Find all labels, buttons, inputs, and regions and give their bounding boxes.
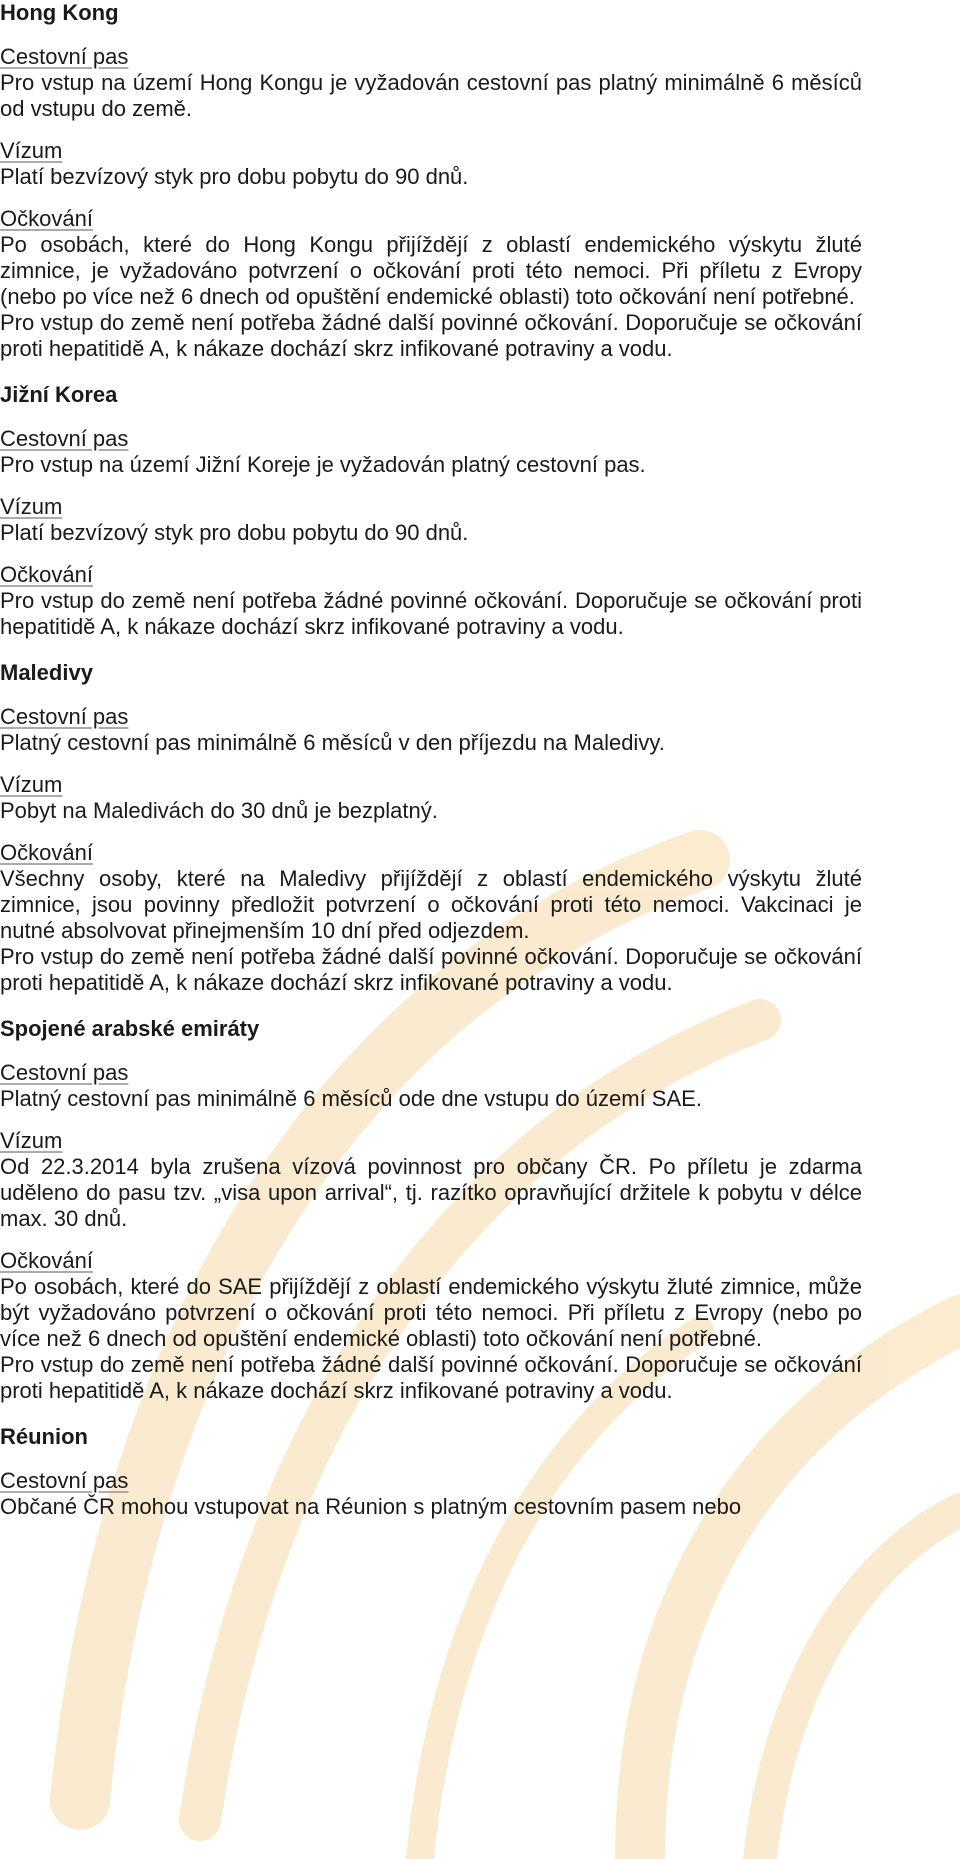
country-title: Réunion <box>0 1424 88 1449</box>
section-heading-link[interactable]: Vízum <box>0 138 63 163</box>
section-body <box>0 1086 862 1112</box>
info-section <box>0 840 862 996</box>
section-paragraph: Po osobách, které do SAE přijíždějí z oblastí endemického výskytu žluté zimnice, může být vyžadováno potvrzení o očkování proti této nemoci. Při příletu z Evropy (nebo po více než 6 dnech od opuštění endemické oblasti) toto očkování není potřebné. <box>0 1274 862 1351</box>
section-paragraph: Platí bezvízový styk pro dobu pobytu do 90 dnů. <box>0 520 469 545</box>
info-section <box>0 1060 862 1112</box>
section-heading-link[interactable]: Očkování <box>0 206 93 231</box>
section-body <box>0 866 862 996</box>
section-body <box>0 588 862 640</box>
info-section <box>0 704 862 756</box>
info-section <box>0 206 862 362</box>
info-section <box>0 772 862 824</box>
country-block <box>0 660 862 996</box>
country-title: Hong Kong <box>0 0 119 25</box>
section-body <box>0 1494 862 1520</box>
section-paragraph: Pro vstup do země není potřeba žádné další povinné očkování. Doporučuje se očkování proti hepatitidě A, k nákaze dochází skrz infikované potraviny a vodu. <box>0 1352 862 1403</box>
section-paragraph: Platný cestovní pas minimálně 6 měsíců v den příjezdu na Maledivy. <box>0 730 665 755</box>
section-heading-link[interactable]: Cestovní pas <box>0 44 129 69</box>
section-heading-link[interactable]: Vízum <box>0 1128 63 1153</box>
country-block <box>0 1424 862 1520</box>
info-section <box>0 426 862 478</box>
section-paragraph: Pro vstup na území Hong Kongu je vyžadován cestovní pas platný minimálně 6 měsíců od vstupu do země. <box>0 70 862 121</box>
section-body <box>0 520 862 546</box>
country-block <box>0 1016 862 1404</box>
section-paragraph: Od 22.3.2014 byla zrušena vízová povinnost pro občany ČR. Po příletu je zdarma uděleno do pasu tzv. „visa upon arrival“, tj. razítko opravňující držitele k pobytu v délce max. 30 dnů. <box>0 1154 862 1231</box>
section-heading-link[interactable]: Očkování <box>0 840 93 865</box>
section-heading-link[interactable]: Cestovní pas <box>0 704 129 729</box>
section-body <box>0 1154 862 1232</box>
section-heading-link[interactable]: Cestovní pas <box>0 426 129 451</box>
section-paragraph: Pro vstup do země není potřeba žádné další povinné očkování. Doporučuje se očkování proti hepatitidě A, k nákaze dochází skrz infikované potraviny a vodu. <box>0 944 862 995</box>
country-title: Jižní Korea <box>0 382 118 407</box>
section-heading-link[interactable]: Vízum <box>0 772 63 797</box>
section-body <box>0 70 862 122</box>
info-section <box>0 44 862 122</box>
country-title: Maledivy <box>0 660 93 685</box>
section-paragraph: Pro vstup na území Jižní Koreje je vyžadován platný cestovní pas. <box>0 452 646 477</box>
section-paragraph: Občané ČR mohou vstupovat na Réunion s platným cestovním pasem nebo <box>0 1494 742 1519</box>
section-paragraph: Pro vstup do země není potřeba žádné povinné očkování. Doporučuje se očkování proti hepatitidě A, k nákaze dochází skrz infikované potraviny a vodu. <box>0 588 862 639</box>
country-title: Spojené arabské emiráty <box>0 1016 260 1041</box>
info-section <box>0 138 862 190</box>
country-block <box>0 382 862 640</box>
info-section <box>0 1248 862 1404</box>
section-body <box>0 452 862 478</box>
section-paragraph: Pro vstup do země není potřeba žádné další povinné očkování. Doporučuje se očkování proti hepatitidě A, k nákaze dochází skrz infikované potraviny a vodu. <box>0 310 862 361</box>
section-heading-link[interactable]: Cestovní pas <box>0 1060 129 1085</box>
section-body <box>0 232 862 362</box>
section-paragraph: Platný cestovní pas minimálně 6 měsíců ode dne vstupu do území SAE. <box>0 1086 702 1111</box>
section-paragraph: Pobyt na Maledivách do 30 dnů je bezplatný. <box>0 798 438 823</box>
country-block <box>0 0 862 362</box>
section-heading-link[interactable]: Očkování <box>0 1248 93 1273</box>
section-heading-link[interactable]: Cestovní pas <box>0 1468 129 1493</box>
section-paragraph: Všechny osoby, které na Maledivy přijíždějí z oblastí endemického výskytu žluté zimnice, jsou povinny předložit potvrzení o očkování proti této nemoci. Vakcinaci je nutné absolvovat přinejmenším 10 dní před odjezdem. <box>0 866 862 943</box>
section-paragraph: Platí bezvízový styk pro dobu pobytu do 90 dnů. <box>0 164 469 189</box>
info-section <box>0 1128 862 1232</box>
section-paragraph: Po osobách, které do Hong Kongu přijíždějí z oblastí endemického výskytu žluté zimnice, je vyžadováno potvrzení o očkování proti této nemoci. Při příletu z Evropy (nebo po více než 6 dnech od opuštění endemické oblasti) toto očkování není potřebné. <box>0 232 862 309</box>
section-heading-link[interactable]: Očkování <box>0 562 93 587</box>
section-body <box>0 1274 862 1404</box>
info-section <box>0 494 862 546</box>
section-body <box>0 164 862 190</box>
section-heading-link[interactable]: Vízum <box>0 494 63 519</box>
info-section <box>0 1468 862 1520</box>
info-section <box>0 562 862 640</box>
section-body <box>0 798 862 824</box>
section-body <box>0 730 862 756</box>
